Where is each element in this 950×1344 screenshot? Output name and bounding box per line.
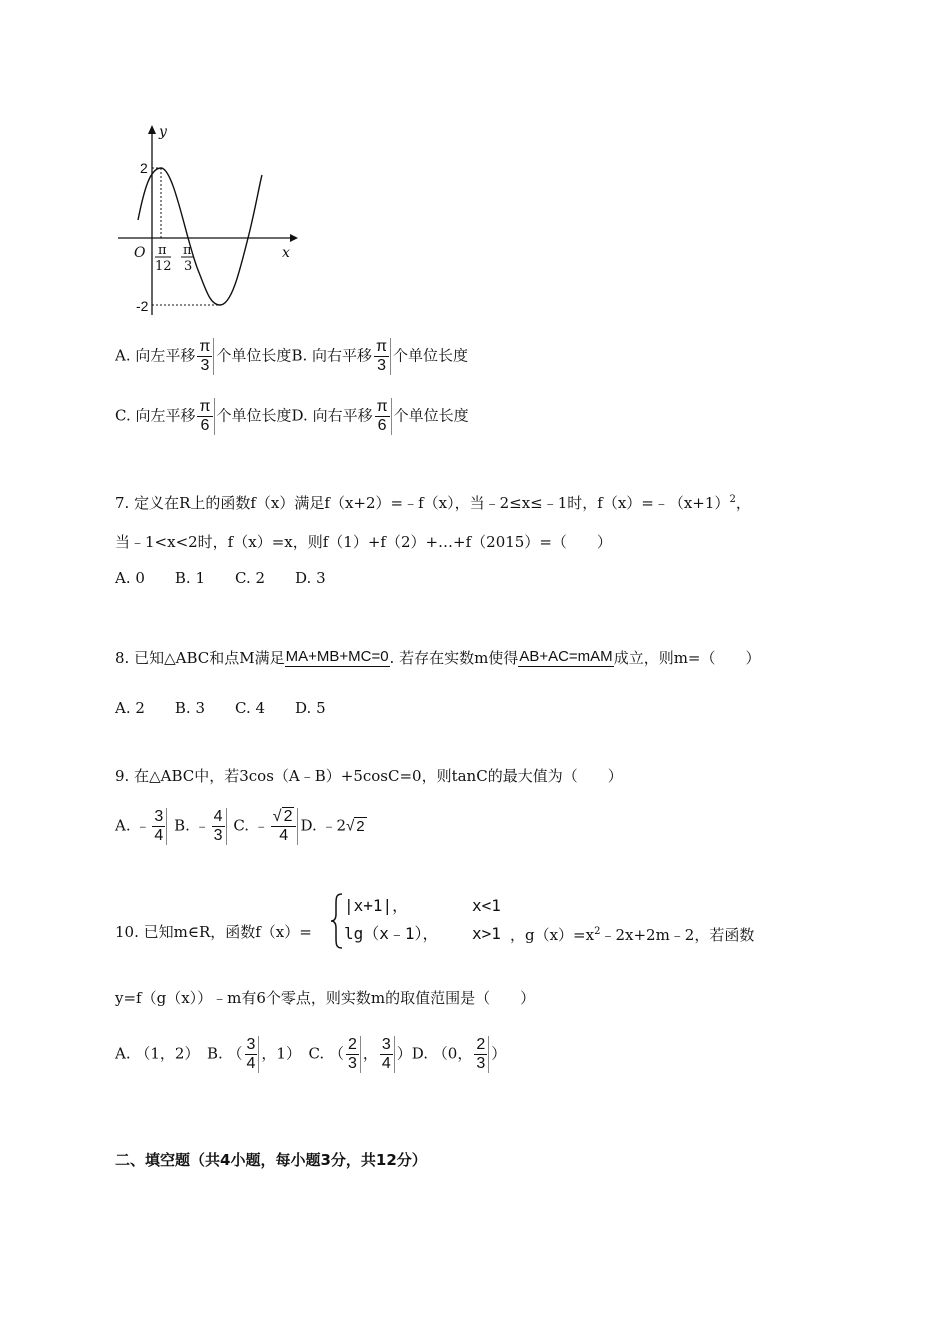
q10-option-c-end: ）D. （0， (396, 1044, 473, 1063)
x-tick2-num: π (183, 243, 192, 258)
q6-option-d-prefix: D. 向右平移 (291, 406, 373, 425)
q8-vector-sum: MA+MB+MC=0 (285, 648, 389, 665)
q9-option-a-num: 3 (154, 808, 164, 825)
q10-suffix: ，g（x）=x (510, 926, 595, 944)
q10-brace (330, 892, 344, 950)
q10-case1: |x+1|， (344, 896, 409, 915)
q6-option-c-num: π (199, 398, 211, 415)
q7-stem-line2: 当﹣1<x<2时，f（x）=x，则f（1）+f（2）+…+f（2015）=（ ） (115, 533, 612, 551)
q9-option-c-num: √ 2 (271, 808, 297, 827)
q7-stem-text: 7. 定义在R上的函数f（x）满足f（x+2）=﹣f（x），当﹣2≤x≤﹣1时，f（x）=﹣（x+1） (115, 494, 730, 512)
q9-option-d-sqrt: √ 2 (346, 817, 365, 835)
q6-options-ab (115, 338, 468, 375)
x-axis-label: x (282, 245, 290, 261)
x-axis-arrow (290, 234, 298, 242)
q10-option-b-den: 4 (246, 1055, 256, 1072)
q6-option-d-fraction (375, 398, 392, 435)
q10-option-c-num2: 3 (381, 1036, 391, 1053)
q7-stem-end: ， (735, 494, 751, 512)
sine-curve (138, 168, 262, 305)
q6-option-c-den: 6 (200, 417, 210, 434)
q6-option-a-num: π (199, 338, 211, 355)
origin-label: O (134, 245, 146, 261)
q9-option-c: C. ﹣ (233, 816, 269, 835)
y-min-label: -2 (136, 298, 149, 314)
q9-stem: 9. 在△ABC中，若3cos（A﹣B）+5cosC=0，则tanC的最大值为（ ） (115, 767, 623, 785)
q10-option-c-den2: 4 (381, 1055, 391, 1072)
y-max-label: 2 (140, 160, 148, 176)
q10-option-c-fraction2 (380, 1036, 395, 1073)
q10-option-d-end: ） (491, 1044, 507, 1063)
q10-cond1: x<1 (472, 896, 501, 915)
x-tick2-den: 3 (184, 259, 193, 274)
y-axis-label: y (159, 124, 167, 140)
q10-stem-line2: y=f（g（x））﹣m有6个零点，则实数m的取值范围是（ ） (115, 989, 536, 1007)
q10-option-b-num: 3 (246, 1036, 256, 1053)
q6-option-b-prefix: B. 向右平移 (291, 346, 372, 365)
q9-option-a-den: 4 (154, 827, 164, 844)
q8-suffix: 成立，则m=（ ） (613, 649, 761, 667)
q10-prefix-line (115, 922, 312, 942)
q7-stem-line1 (115, 490, 751, 513)
q10-prefix: 10. 已知m∈R，函数f（x）= (115, 923, 312, 941)
q10-option-d-den: 3 (476, 1055, 486, 1072)
q8-stem (115, 648, 760, 669)
q7-options: A. 0 B. 1 C. 2 D. 3 (115, 569, 326, 587)
q8-options: A. 2 B. 3 C. 4 D. 5 (115, 699, 326, 717)
q8-prefix: 8. 已知△ABC和点M满足 (115, 649, 285, 667)
q9-option-b-den: 3 (213, 827, 223, 844)
q6-option-b-den: 3 (377, 357, 386, 374)
q9-options (115, 808, 367, 845)
q10-option-c-den1: 3 (347, 1055, 357, 1072)
q6-option-c-fraction (197, 398, 214, 435)
y-axis-arrow (148, 125, 156, 134)
q10-piecewise (344, 892, 501, 948)
q10-option-c-fraction1 (346, 1036, 361, 1073)
q10-case2-row (344, 920, 501, 948)
x-tick1-den: 12 (155, 259, 172, 274)
q10-options (115, 1036, 506, 1073)
q10-case1-row (344, 892, 501, 920)
q6-option-a-suffix: 个单位长度 (216, 346, 292, 365)
q9-option-d-radicand: 2 (356, 817, 365, 835)
sine-graph (110, 120, 310, 320)
q10-cond2: x>1 (472, 924, 501, 943)
q10-exponent: 2 (594, 926, 601, 937)
q8-mid: . 若存在实数m使得 (389, 649, 519, 667)
q10-option-c-sep: ， (362, 1044, 378, 1063)
q9-option-a-fraction (152, 808, 167, 845)
q10-case2: lg（x﹣1）， (344, 924, 439, 943)
q9-option-b-num: 4 (213, 808, 223, 825)
q10-option-b-fraction (245, 1036, 260, 1073)
q6-option-d-den: 6 (377, 417, 387, 434)
q6-option-b-num: π (376, 338, 388, 355)
q10-option-d-num: 2 (476, 1036, 486, 1053)
q9-option-c-fraction (271, 808, 299, 845)
q6-option-d-num: π (376, 398, 388, 415)
q9-option-c-radicand: 2 (283, 808, 293, 825)
q6-options-cd (115, 398, 469, 435)
q6-option-b-fraction (374, 338, 391, 375)
q6-option-a-fraction (197, 338, 214, 375)
q10-option-a: A. （1，2） B. （ (115, 1044, 243, 1063)
q10-suffix-line (510, 922, 754, 945)
q10-suffix-end: ﹣2x+2m﹣2，若函数 (600, 926, 755, 944)
q7-exponent: 2 (729, 494, 736, 505)
q6-option-a-den: 3 (200, 357, 210, 374)
q9-option-a: A. ﹣ (115, 816, 151, 835)
q6-option-d-suffix: 个单位长度 (393, 406, 469, 425)
q6-option-a-prefix: A. 向左平移 (115, 346, 196, 365)
q6-option-b-suffix: 个单位长度 (393, 346, 469, 365)
q9-option-b: B. ﹣ (174, 816, 210, 835)
x-tick1-num: π (158, 243, 167, 258)
q8-vector-eq: AB+AC=mAM (519, 648, 613, 665)
q9-option-c-den: 4 (279, 827, 289, 844)
section-title: 二、填空题（共4小题，每小题3分，共12分） (115, 1151, 427, 1169)
q6-option-c-suffix: 个单位长度 (216, 406, 292, 425)
q9-option-d: D. ﹣2 (300, 816, 347, 835)
q10-option-b-end: ，1） C. （ (261, 1044, 344, 1063)
q10-option-c-num1: 2 (347, 1036, 357, 1053)
q6-option-c-prefix: C. 向左平移 (115, 406, 196, 425)
q9-option-b-fraction (212, 808, 227, 845)
q10-option-d-fraction (474, 1036, 489, 1073)
